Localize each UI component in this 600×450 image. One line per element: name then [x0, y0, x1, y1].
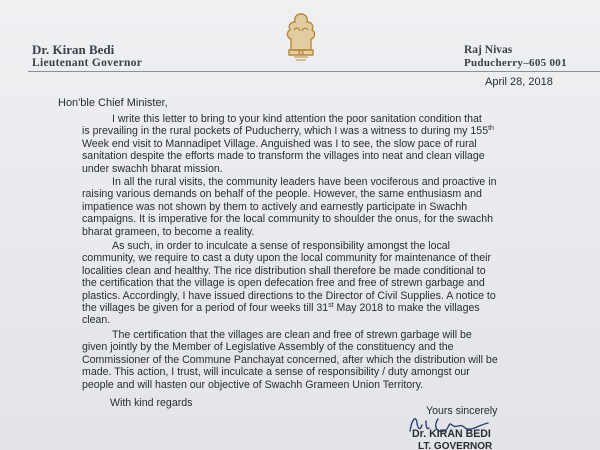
paragraph-line: As such, in order to inculcate a sense of responsibility amongst the local: [112, 240, 451, 252]
paragraph-line: Commissioner of the Commune Panchayat concerned, after which the distribution will be: [82, 353, 498, 366]
state-emblem-icon: [276, 10, 326, 66]
paragraph-line: Week end visit to Mannadipet Village. Anguished was I to see, the slow pace of rural: [82, 137, 477, 150]
closing-regards: With kind regards: [110, 397, 193, 409]
paragraph-line: people and will hasten our objective of Swachh Grameen Union Territory.: [82, 378, 424, 391]
address-line-1: Raj Nivas: [464, 44, 513, 56]
paragraph-line-text: May 2018 to make the villages: [333, 302, 480, 315]
paragraph-line: impatience was not shown by them to actively and earnestly participate in Swachh: [82, 200, 468, 213]
paragraph-line: In all the rural visits, the community leaders have been vociferous and proactive in: [112, 176, 497, 188]
paragraph-line-text: is prevailing in the rural pockets of Puducherry, which I was a witness to during my 155: [82, 125, 489, 138]
paragraph-line: [82, 302, 590, 314]
header-divider: [28, 71, 600, 72]
ordinal-suffix: th: [488, 125, 494, 133]
paragraph-line: I write this letter to bring to your kind attention the poor sanitation condition that: [112, 113, 482, 125]
paragraph-line: clean.: [82, 314, 111, 327]
signatory-title: LT. GOVERNOR: [418, 441, 493, 450]
letter-date: April 28, 2018: [485, 76, 553, 88]
paragraph-line: localities clean and healthy. The rice distribution shall therefore be made conditional to: [82, 264, 486, 277]
paragraph-line: the certification that the village is open defecation free and free of strewn garbage and: [82, 277, 485, 290]
paragraph-2: [82, 176, 590, 238]
paragraph-line: sanitation despite the efforts made to transform the villages into neat and clean village: [82, 150, 485, 163]
paragraph-3: [82, 240, 590, 327]
address-line-2: Puducherry–605 001: [464, 57, 567, 69]
sender-title: Lieutenant Governor: [32, 57, 143, 69]
paragraph-line: given jointly by the Member of Legislative Assembly of the constituency and the: [82, 341, 454, 354]
paragraph-line: made. This action, I trust, will inculcate a sense of responsibility / duty amongst our: [82, 366, 470, 379]
sender-name: Dr. Kiran Bedi: [32, 42, 115, 57]
paragraph-line: The certification that the villages are clean and free of strewn garbage will be: [112, 329, 472, 341]
ordinal-suffix: st: [328, 302, 334, 310]
signatory-name: Dr. KIRAN BEDI: [412, 428, 491, 440]
paragraph-line: community, we require to cast a duty upon the local community for maintenance of their: [82, 252, 492, 265]
paragraph-line: under swachh bharat mission.: [82, 162, 223, 175]
paragraph-4: [82, 329, 590, 391]
paragraph-line: raising various demands on behalf of the people. However, the same enthusiasm and: [82, 188, 482, 201]
paragraph-line: plastics. Accordingly, I have issued directions to the Director of Civil Supplies. A notice to: [82, 289, 496, 302]
paragraph-line: bharat grameen, to become a reality.: [82, 225, 255, 238]
paragraph-line-text: the villages be given for a period of four weeks till 31: [82, 302, 329, 315]
paragraph-1: [82, 113, 590, 175]
salutation: Hon'ble Chief Minister,: [58, 97, 168, 109]
signature-closing: Yours sincerely: [426, 405, 498, 417]
paragraph-line: [82, 125, 590, 137]
paragraph-line: campaigns. It is imperative for the local community to shoulder the onus, for the swachh: [82, 213, 493, 226]
